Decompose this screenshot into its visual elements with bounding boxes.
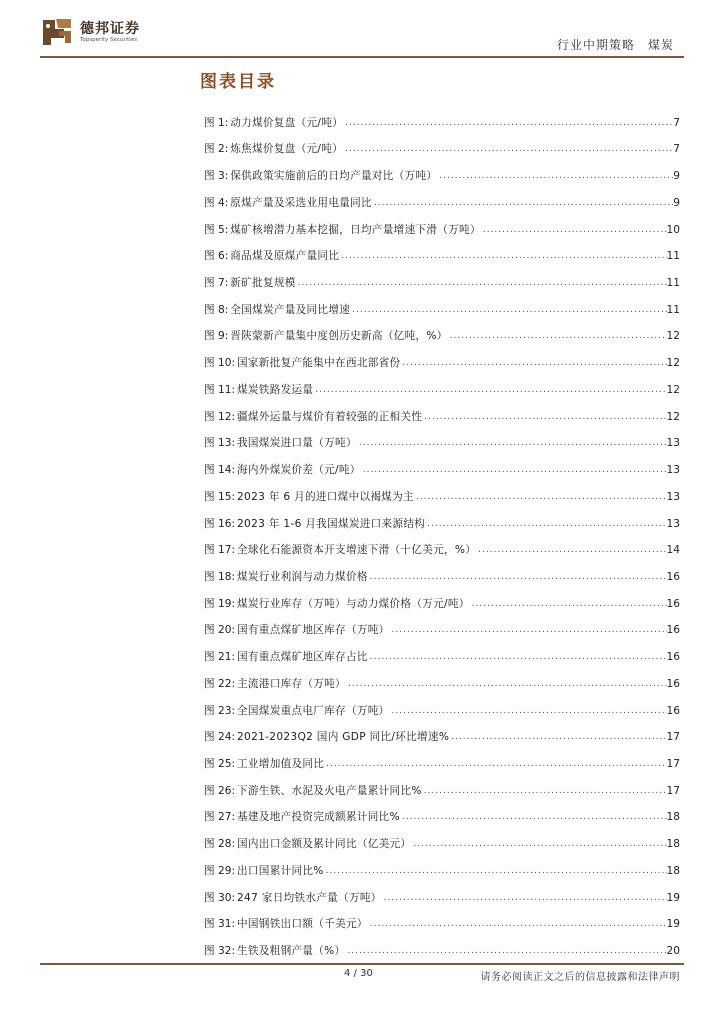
toc-entry[interactable] [204, 343, 680, 370]
toc-entry-label: 全国煤炭重点电厂库存（万吨） [237, 704, 390, 717]
toc-entry-label: 国有重点煤矿地区库存占比 [237, 651, 368, 664]
toc-entry[interactable] [204, 103, 680, 130]
toc-entry-page: 13 [666, 490, 680, 503]
toc-entry-number: 图 25: [204, 757, 236, 770]
toc-entry-page: 7 [673, 143, 680, 156]
footer-divider [40, 963, 684, 965]
toc-entry-page: 12 [666, 357, 680, 370]
toc-dot-leader [400, 811, 667, 824]
toc-entry-number: 图 21: [204, 651, 236, 664]
toc-entry-number: 图 19: [204, 597, 236, 610]
toc-entry-number: 图 6: [204, 250, 229, 263]
toc-dot-leader [390, 624, 667, 637]
toc-entry-page: 16 [666, 597, 680, 610]
logo-name-cn: 德邦证券 [80, 21, 140, 37]
toc-entry-label: 炼焦煤价复盘（元/吨） [230, 143, 344, 156]
toc-entry[interactable] [204, 637, 680, 664]
toc-entry-label: 煤矿核增潜力基本挖掘，日均产量增速下滑（万吨） [230, 223, 481, 236]
toc-dot-leader [470, 598, 667, 611]
toc-dot-leader [390, 705, 667, 718]
toc-entry[interactable] [204, 718, 680, 745]
toc-entry-page: 18 [666, 864, 680, 877]
toc-entry-label: 商品煤及原煤产量同比 [230, 250, 340, 263]
toc-entry[interactable] [204, 263, 680, 290]
toc-entry-number: 图 32: [204, 945, 236, 957]
toc-entry-number: 图 11: [204, 383, 236, 396]
toc-entry-page: 16 [666, 704, 680, 717]
toc-dot-leader [437, 170, 673, 183]
toc-entry-label: 247 家日均铁水产量（万吨） [237, 891, 382, 904]
toc-entry-number: 图 24: [204, 731, 236, 744]
toc-entry-number: 图 2: [204, 143, 229, 156]
toc-entry[interactable] [204, 130, 680, 157]
toc-entry[interactable] [204, 504, 680, 531]
toc-dot-leader [449, 731, 666, 744]
toc-entry-label: 出口国累计同比% [237, 864, 324, 877]
toc-entry-page: 17 [666, 757, 680, 770]
toc-entry-page: 9 [673, 196, 680, 209]
toc-entry-page: 16 [666, 677, 680, 690]
toc-entry-page: 11 [666, 303, 680, 316]
toc-entry-number: 图 9: [204, 330, 229, 343]
toc-entry-label: 保供政策实施前后的日均产量对比（万吨） [230, 170, 438, 183]
toc-entry[interactable] [204, 557, 680, 584]
report-type: 行业中期策略 煤炭 [556, 38, 674, 52]
toc-entry[interactable] [204, 397, 680, 424]
toc-dot-leader [361, 464, 667, 477]
toc-entry-page: 10 [666, 223, 680, 236]
toc-entry-label: 下游生铁、水泥及火电产量累计同比% [237, 784, 422, 797]
toc-entry[interactable] [204, 931, 680, 958]
toc-entry-number: 图 10: [204, 357, 236, 370]
page-header [0, 0, 724, 62]
toc-entry-label: 2023 年 6 月的进口煤中以褐煤为主 [237, 490, 414, 503]
toc-entry-label: 煤炭铁路发运量 [237, 383, 314, 396]
toc-entry-label: 国有重点煤矿地区库存（万吨） [237, 624, 390, 637]
toc-entry-number: 图 1: [204, 116, 229, 129]
toc-entry-label: 中国钢铁出口额（千美元） [237, 918, 368, 931]
toc-entry[interactable] [204, 691, 680, 718]
toc-entry-number: 图 8: [204, 303, 229, 316]
toc-entry[interactable] [204, 878, 680, 905]
toc-entry-page: 12 [666, 383, 680, 396]
toc-list [204, 103, 680, 958]
toc-entry-page: 16 [666, 624, 680, 637]
toc-entry[interactable] [204, 824, 680, 851]
toc-dot-leader [422, 411, 666, 424]
toc-entry-label: 煤炭行业库存（万吨）与动力煤价格（万元/吨） [237, 597, 470, 610]
toc-dot-leader [414, 491, 667, 504]
toc-entry-number: 图 17: [204, 544, 236, 557]
toc-dot-leader [346, 678, 667, 691]
toc-entry[interactable] [204, 450, 680, 477]
toc-dot-leader [296, 277, 667, 290]
toc-entry-number: 图 27: [204, 811, 236, 824]
toc-entry-label: 我国煤炭进口量（万吨） [237, 437, 357, 450]
toc-entry-number: 图 15: [204, 490, 236, 503]
toc-entry-page: 16 [666, 651, 680, 664]
toc-entry-page: 14 [666, 544, 680, 557]
toc-entry-number: 图 29: [204, 864, 236, 877]
toc-entry[interactable] [204, 156, 680, 183]
toc-entry-label: 新矿批复规模 [230, 277, 296, 290]
toc-dot-leader [368, 918, 667, 931]
toc-entry[interactable] [204, 290, 680, 317]
toc-entry-page: 13 [666, 517, 680, 530]
toc-dot-leader [448, 330, 667, 343]
toc-entry-label: 基建及地产投资完成额累计同比% [237, 811, 400, 824]
toc-entry-number: 图 31: [204, 918, 236, 931]
toc-dot-leader [313, 384, 666, 397]
toc-dot-leader [425, 518, 666, 531]
toc-entry-page: 17 [666, 784, 680, 797]
toc-entry-number: 图 23: [204, 704, 236, 717]
toc-dot-leader [382, 892, 667, 905]
page-number: 4 / 30 [344, 968, 373, 979]
header-divider [40, 56, 684, 58]
toc-entry-label: 工业增加值及同比 [237, 757, 325, 770]
toc-entry[interactable] [204, 798, 680, 825]
toc-entry-label: 煤炭行业利润与动力煤价格 [237, 570, 368, 583]
toc-entry[interactable] [204, 210, 680, 237]
toc-dot-leader [372, 197, 673, 210]
toc-entry-label: 晋陕蒙新产量集中度创历史新高（亿吨，%） [230, 330, 448, 343]
toc-entry-number: 图 12: [204, 410, 236, 423]
toc-dot-leader [411, 838, 666, 851]
toc-entry-page: 18 [666, 811, 680, 824]
toc-entry-number: 图 5: [204, 223, 229, 236]
toc-entry[interactable] [204, 771, 680, 798]
toc-entry-number: 图 26: [204, 784, 236, 797]
toc-entry[interactable] [204, 424, 680, 451]
toc-dot-leader [481, 224, 667, 237]
company-logo [40, 16, 180, 48]
toc-entry-page: 11 [666, 250, 680, 263]
toc-entry[interactable] [204, 664, 680, 691]
toc-entry-number: 图 14: [204, 464, 236, 477]
toc-entry-page: 9 [673, 170, 680, 183]
toc-entry-page: 19 [666, 918, 680, 931]
toc-entry-page: 13 [666, 437, 680, 450]
toc-entry-label: 原煤产量及采选业用电量同比 [230, 196, 372, 209]
toc-entry[interactable] [204, 370, 680, 397]
toc-entry-number: 图 20: [204, 624, 236, 637]
logo-name-en: Topsperity Securities [80, 37, 138, 43]
toc-dot-leader [324, 758, 666, 771]
toc-dot-leader [368, 571, 667, 584]
toc-dot-leader [324, 865, 667, 878]
toc-entry-page: 17 [666, 731, 680, 744]
toc-entry-number: 图 22: [204, 677, 236, 690]
toc-entry-label: 疆煤外运量与煤价有着较强的正相关性 [237, 410, 423, 423]
toc-entry-label: 动力煤价复盘（元/吨） [230, 116, 344, 129]
toc-entry-label: 全国煤炭产量及同比增速 [230, 303, 351, 316]
toc-entry-number: 图 28: [204, 838, 236, 851]
toc-entry[interactable] [204, 851, 680, 878]
toc-entry-number: 图 3: [204, 170, 229, 183]
toc-dot-leader [345, 945, 666, 958]
toc-entry-label: 2023 年 1-6 月我国煤炭进口来源结构 [237, 517, 426, 530]
toc-entry-number: 图 30: [204, 891, 236, 904]
toc-entry-label: 生铁及粗钢产量（%） [237, 945, 346, 957]
toc-dot-leader [422, 785, 667, 798]
toc-entry-page: 20 [666, 945, 680, 957]
toc-entry-number: 图 7: [204, 277, 229, 290]
toc-dot-leader [476, 544, 666, 557]
toc-entry-page: 12 [666, 330, 680, 343]
toc-entry-page: 11 [666, 277, 680, 290]
toc-entry-page: 19 [666, 891, 680, 904]
toc-dot-leader [343, 117, 673, 130]
toc-dot-leader [339, 250, 666, 263]
toc-dot-leader [343, 143, 673, 156]
toc-dot-leader [357, 437, 667, 450]
toc-entry-page: 12 [666, 410, 680, 423]
toc-entry[interactable] [204, 317, 680, 344]
toc-dot-leader [368, 651, 667, 664]
toc-entry-number: 图 4: [204, 196, 229, 209]
toc-entry-page: 13 [666, 464, 680, 477]
toc-entry[interactable] [204, 183, 680, 210]
toc-entry-number: 图 16: [204, 517, 236, 530]
logo-mark-icon [40, 16, 74, 48]
toc-entry[interactable] [204, 611, 680, 638]
toc-entry-number: 图 18: [204, 570, 236, 583]
toc-entry-label: 国家新批复产能集中在西北部省份 [237, 357, 401, 370]
toc-entry[interactable] [204, 584, 680, 611]
toc-dot-leader [350, 304, 666, 317]
toc-entry[interactable] [204, 905, 680, 932]
toc-entry-label: 主流港口库存（万吨） [237, 677, 346, 690]
toc-entry-label: 2021-2023Q2 国内 GDP 同比/环比增速% [237, 731, 450, 744]
toc-entry-page: 7 [673, 116, 680, 129]
toc-entry[interactable] [204, 744, 680, 771]
toc-entry[interactable] [204, 477, 680, 504]
toc-dot-leader [400, 357, 666, 370]
toc-entry-label: 海内外煤炭价差（元/吨） [237, 464, 361, 477]
toc-entry-page: 16 [666, 570, 680, 583]
disclaimer-text: 请务必阅读正文之后的信息披露和法律声明 [480, 972, 680, 983]
toc-entry-label: 国内出口金额及累计同比（亿美元） [237, 838, 412, 851]
toc-title: 图表目录 [200, 72, 276, 92]
toc-entry[interactable] [204, 237, 680, 264]
toc-entry[interactable] [204, 531, 680, 558]
toc-entry-page: 18 [666, 838, 680, 851]
toc-entry-number: 图 13: [204, 437, 236, 450]
toc-entry-label: 全球化石能源资本开支增速下滑（十亿美元，%） [237, 544, 477, 557]
